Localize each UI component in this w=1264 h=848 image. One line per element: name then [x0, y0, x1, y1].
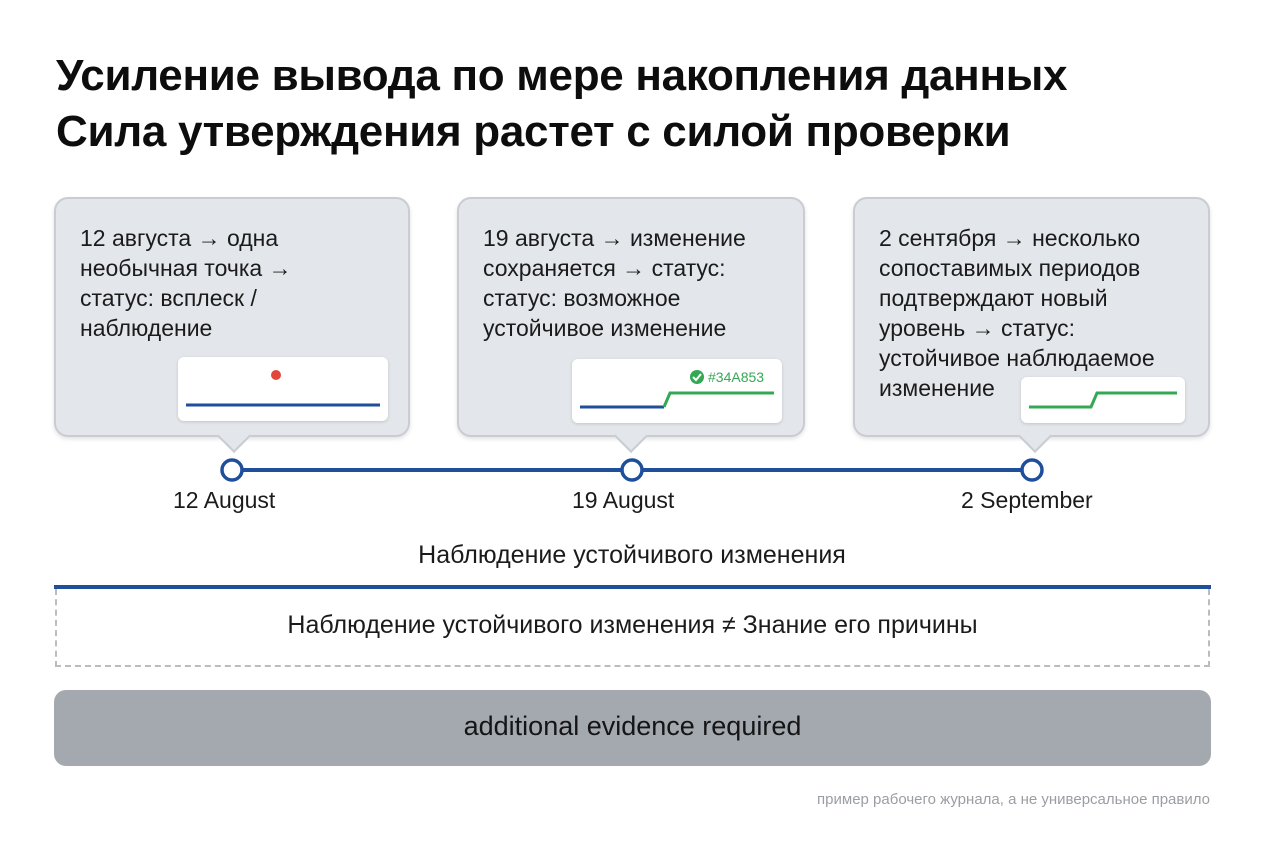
stage-2-text: 19 августа → изменение сохраняется → статус: статус: возможное устойчивое изменение: [483, 225, 746, 341]
date-label-2: 19 August: [572, 487, 675, 513]
footnote: пример рабочего журнала, а не универсальное правило: [817, 791, 1210, 808]
level-line: [1029, 393, 1177, 407]
level-chart-svg: [1021, 377, 1185, 423]
observation-label: Наблюдение устойчивого изменения: [418, 541, 846, 569]
distinction-text: Наблюдение устойчивого изменения ≠ Знание его причины: [287, 611, 978, 639]
step-chart-svg: [572, 359, 782, 423]
mini-chart-level: [1021, 377, 1185, 423]
timeline-node-2: [622, 460, 642, 480]
evidence-text: additional evidence required: [463, 711, 802, 741]
timeline-node-1: [222, 460, 242, 480]
mini-chart-step: [572, 359, 782, 423]
stage-1-text: 12 августа → одна необычная точка → статус: всплеск / наблюдение: [80, 225, 292, 341]
stage-callout-2: [457, 197, 805, 437]
stage-callout-3: [853, 197, 1210, 437]
page-title: [56, 48, 1216, 160]
date-label-3: 2 September: [961, 487, 1093, 513]
check-icon: [690, 370, 704, 384]
title-line-2: Сила утверждения растет с силой проверки: [56, 107, 1011, 156]
stage-3-text: 2 сентября → несколько сопоставимых периодов подтверждают новый уровень → статус: устойчивое наблюдаемое изменение: [879, 225, 1155, 401]
evidence-banner: [54, 690, 1211, 766]
date-label-1: 12 August: [173, 487, 276, 513]
timeline-node-3: [1022, 460, 1042, 480]
mini-chart-spike: [178, 357, 388, 421]
title-line-1: Усиление вывода по мере накопления данных: [56, 51, 1068, 100]
spike-point: [271, 370, 281, 380]
after-line: [664, 393, 774, 407]
spike-chart-svg: [178, 357, 388, 421]
stage-callout-1: [54, 197, 410, 437]
status-badge: #34A853: [708, 369, 765, 385]
distinction-box: [55, 589, 1210, 667]
